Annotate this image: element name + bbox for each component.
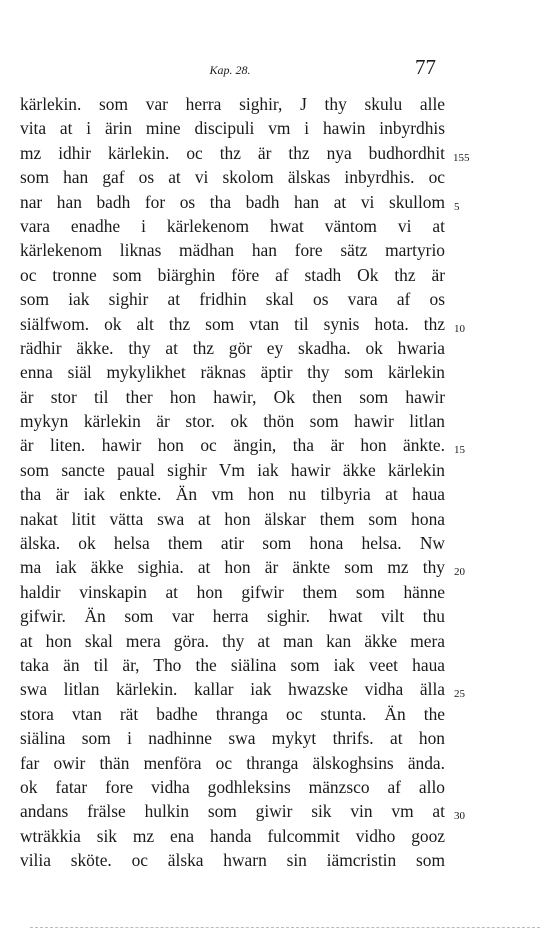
line-number: 30 [454,810,465,823]
text-line: swa litlan kärlekin. kallar iak hwazske vidha älla [20,679,445,700]
line-number: 15 [454,444,465,457]
page-bottom-edge [30,927,540,928]
manuscript-page-note: 155 [453,151,470,164]
text-line: kärlekin. som var herra sighir, J thy skulu alle [20,94,445,114]
text-line: ok fatar fore vidha godhleksins mänzsco af allo [20,776,445,797]
text-line: haldir vinskapin at hon gifwir them som hänne [20,581,445,602]
text-line: oc tronne som biärghin före af stadh Ok thz är [20,264,445,285]
text-line: andans frälse hulkin som giwir sik vin vm at [20,801,445,822]
line-number: 20 [454,566,465,579]
text-line: siälfwom. ok alt thz som vtan til synis hota. thz [20,313,445,334]
text-line: gifwir. Än som var herra sighir. hwat vilt thu [20,606,445,627]
text-line: nar han badh for os tha badh han at vi skullom [20,191,445,212]
text-line: älska. ok helsa them atir som hona helsa. Nw [20,533,445,554]
text-line: kärlekenom liknas mädhan han fore sätz martyrio [20,240,445,261]
page-number: 77 [415,55,436,79]
body-text [20,92,445,873]
text-line: siälina som i nadhinne swa mykyt thrifs. at hon [20,728,445,749]
text-line: vara enadhe i kärlekenom hwat väntom vi at [20,215,445,236]
text-line: ma iak äkke sighia. at hon är änkte som mz thy [20,557,445,578]
text-line: vilia sköte. oc älska hwarn sin iämcristin som [20,850,445,871]
text-line: som iak sighir at fridhin skal os vara af os [20,289,445,310]
text-line: vita at i ärin mine discipuli vm i hawin inbyrdhis [20,118,445,139]
running-header [20,55,440,85]
margin-line-numbers [448,92,508,824]
text-line: mykyn kärlekin är stor. ok thön som hawir litlan [20,411,445,432]
text-line: är stor til ther hon hawir, Ok then som hawir [20,386,445,407]
text-line: är liten. hawir hon oc ängin, tha är hon änkte. [20,435,445,456]
text-line: mz idhir kärlekin. oc thz är thz nya budhordhit [20,142,445,163]
text-line: nakat litit vätta swa at hon älskar them som hona [20,508,445,529]
text-line: som han gaf os at vi skolom älskas inbyrdhis. oc [20,167,445,188]
line-number: 10 [454,322,465,335]
text-line: rädhir äkke. thy at thz gör ey skadha. ok hwaria [20,337,445,358]
text-line: enna siäl mykylikhet räknas äptir thy som kärlekin [20,362,445,383]
text-line: tha är iak enkte. Än vm hon nu tilbyria at haua [20,484,445,505]
text-line: at hon skal mera göra. thy at man kan äkke mera [20,630,445,651]
line-number: 5 [454,200,460,213]
chapter-heading: Kap. 28. [209,63,251,77]
text-line: taka än til är, Tho the siälina som iak veet haua [20,654,445,675]
text-line: wträkkia sik mz ena handa fulcommit vidho gooz [20,825,445,846]
text-line: stora vtan rät badhe thranga oc stunta. Än the [20,703,445,724]
text-line: far owir thän menföra oc thranga älskoghsins ända. [20,752,445,773]
text-line: som sancte paual sighir Vm iak hawir äkke kärlekin [20,459,445,480]
line-number: 25 [454,688,465,701]
